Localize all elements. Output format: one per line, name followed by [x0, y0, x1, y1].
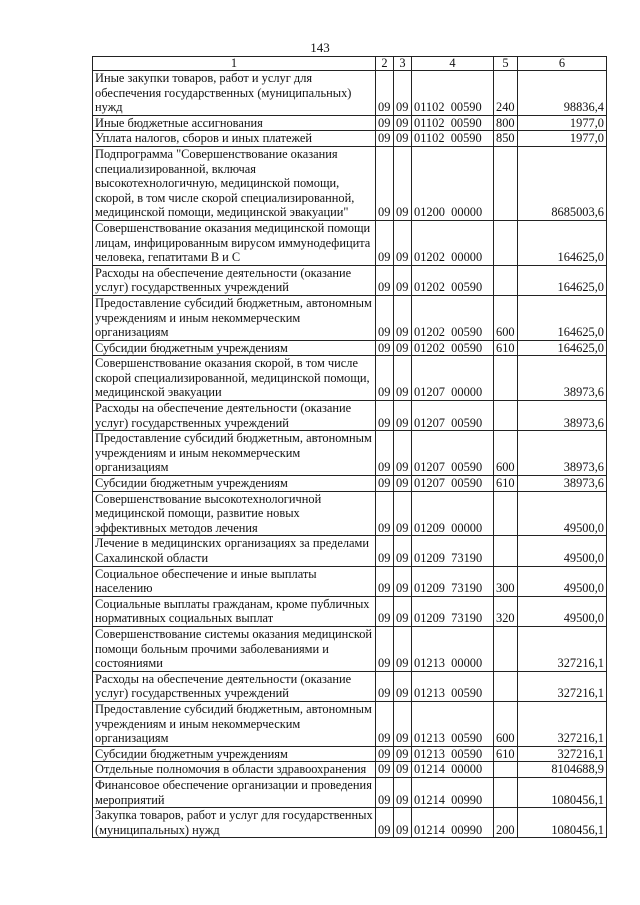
row-expense-type [494, 536, 518, 566]
budget-table [92, 56, 607, 838]
row-amount: 98836,4 [518, 71, 607, 116]
table-row [93, 265, 607, 295]
table-row [93, 596, 607, 626]
row-target-code: 01213 00590 [412, 671, 494, 701]
row-subsection: 09 [394, 115, 412, 131]
row-amount: 38973,6 [518, 431, 607, 476]
table-header-row [93, 57, 607, 71]
row-amount: 164625,0 [518, 220, 607, 265]
row-subsection: 09 [394, 536, 412, 566]
row-section: 09 [376, 356, 394, 401]
table-row [93, 491, 607, 536]
row-target-code: 01213 00000 [412, 626, 494, 671]
row-name: Совершенствование оказания скорой, в том числе скорой специализированной, медицинской помощи, медицинской эвакуации [93, 356, 376, 401]
row-name: Иные бюджетные ассигнования [93, 115, 376, 131]
row-expense-type: 610 [494, 476, 518, 492]
table-row [93, 146, 607, 220]
row-amount: 49500,0 [518, 536, 607, 566]
row-subsection: 09 [394, 777, 412, 807]
table-row [93, 746, 607, 762]
row-target-code: 01207 00590 [412, 476, 494, 492]
row-section: 09 [376, 71, 394, 116]
row-amount: 327216,1 [518, 626, 607, 671]
row-amount: 8685003,6 [518, 146, 607, 220]
row-expense-type: 600 [494, 295, 518, 340]
row-target-code: 01209 73190 [412, 596, 494, 626]
row-expense-type [494, 356, 518, 401]
row-amount: 1977,0 [518, 115, 607, 131]
row-name: Социальные выплаты гражданам, кроме публичных нормативных социальных выплат [93, 596, 376, 626]
table-row [93, 671, 607, 701]
row-name: Предоставление субсидий бюджетным, автономным учреждениям и иным некоммерческим организациям [93, 295, 376, 340]
row-target-code: 01202 00590 [412, 265, 494, 295]
row-amount: 1977,0 [518, 131, 607, 147]
row-target-code: 01102 00590 [412, 71, 494, 116]
row-expense-type [494, 265, 518, 295]
header-col-4: 4 [412, 57, 494, 71]
row-section: 09 [376, 777, 394, 807]
row-expense-type: 300 [494, 566, 518, 596]
row-section: 09 [376, 476, 394, 492]
header-col-5: 5 [494, 57, 518, 71]
row-subsection: 09 [394, 356, 412, 401]
header-col-3: 3 [394, 57, 412, 71]
row-expense-type [494, 146, 518, 220]
row-target-code: 01202 00590 [412, 340, 494, 356]
row-subsection: 09 [394, 671, 412, 701]
row-expense-type [494, 762, 518, 778]
row-subsection: 09 [394, 566, 412, 596]
table-body [93, 71, 607, 838]
row-expense-type [494, 491, 518, 536]
row-name: Лечение в медицинских организациях за пределами Сахалинской области [93, 536, 376, 566]
row-name: Уплата налогов, сборов и иных платежей [93, 131, 376, 147]
row-section: 09 [376, 295, 394, 340]
row-expense-type: 800 [494, 115, 518, 131]
row-name: Финансовое обеспечение организации и проведения мероприятий [93, 777, 376, 807]
row-section: 09 [376, 220, 394, 265]
table-row [93, 295, 607, 340]
row-amount: 49500,0 [518, 491, 607, 536]
table-row [93, 401, 607, 431]
row-expense-type: 610 [494, 746, 518, 762]
row-subsection: 09 [394, 146, 412, 220]
row-subsection: 09 [394, 808, 412, 838]
row-name: Социальное обеспечение и иные выплаты населению [93, 566, 376, 596]
row-name: Закупка товаров, работ и услуг для государственных (муниципальных) нужд [93, 808, 376, 838]
row-section: 09 [376, 115, 394, 131]
row-name: Подпрограмма "Совершенствование оказания специализированной, включая высокотехнологичную, медицинской помощи, скорой, в том числе скорой специализированной, медицинской помощи, медицинской эвакуации" [93, 146, 376, 220]
table-row [93, 566, 607, 596]
table-row [93, 476, 607, 492]
row-target-code: 01209 00000 [412, 491, 494, 536]
row-section: 09 [376, 671, 394, 701]
row-section: 09 [376, 131, 394, 147]
row-amount: 49500,0 [518, 596, 607, 626]
row-target-code: 01214 00990 [412, 808, 494, 838]
row-subsection: 09 [394, 762, 412, 778]
row-target-code: 01209 73190 [412, 566, 494, 596]
row-name: Совершенствование системы оказания медицинской помощи больным прочими заболеваниями и состояниями [93, 626, 376, 671]
header-col-2: 2 [376, 57, 394, 71]
row-name: Субсидии бюджетным учреждениям [93, 476, 376, 492]
row-expense-type: 240 [494, 71, 518, 116]
row-name: Предоставление субсидий бюджетным, автономным учреждениям и иным некоммерческим организациям [93, 701, 376, 746]
row-section: 09 [376, 340, 394, 356]
table-row [93, 131, 607, 147]
row-section: 09 [376, 596, 394, 626]
row-subsection: 09 [394, 431, 412, 476]
row-target-code: 01207 00000 [412, 356, 494, 401]
row-name: Расходы на обеспечение деятельности (оказание услуг) государственных учреждений [93, 401, 376, 431]
row-section: 09 [376, 536, 394, 566]
table-row [93, 762, 607, 778]
row-subsection: 09 [394, 340, 412, 356]
row-amount: 38973,6 [518, 476, 607, 492]
row-expense-type: 200 [494, 808, 518, 838]
row-target-code: 01214 00990 [412, 777, 494, 807]
row-name: Субсидии бюджетным учреждениям [93, 340, 376, 356]
row-target-code: 01214 00000 [412, 762, 494, 778]
row-amount: 164625,0 [518, 265, 607, 295]
row-expense-type: 610 [494, 340, 518, 356]
header-col-1: 1 [93, 57, 376, 71]
row-section: 09 [376, 701, 394, 746]
row-subsection: 09 [394, 626, 412, 671]
row-section: 09 [376, 762, 394, 778]
table-row [93, 340, 607, 356]
row-subsection: 09 [394, 131, 412, 147]
row-expense-type [494, 671, 518, 701]
row-section: 09 [376, 626, 394, 671]
row-section: 09 [376, 431, 394, 476]
row-amount: 8104688,9 [518, 762, 607, 778]
row-expense-type: 320 [494, 596, 518, 626]
row-expense-type: 600 [494, 701, 518, 746]
row-amount: 327216,1 [518, 746, 607, 762]
row-name: Расходы на обеспечение деятельности (оказание услуг) государственных учреждений [93, 671, 376, 701]
row-target-code: 01102 00590 [412, 115, 494, 131]
row-subsection: 09 [394, 220, 412, 265]
row-name: Отдельные полномочия в области здравоохранения [93, 762, 376, 778]
table-row [93, 701, 607, 746]
row-section: 09 [376, 146, 394, 220]
row-name: Субсидии бюджетным учреждениям [93, 746, 376, 762]
row-target-code: 01213 00590 [412, 746, 494, 762]
row-amount: 1080456,1 [518, 808, 607, 838]
row-subsection: 09 [394, 491, 412, 536]
row-subsection: 09 [394, 71, 412, 116]
row-subsection: 09 [394, 746, 412, 762]
row-target-code: 01207 00590 [412, 401, 494, 431]
row-amount: 164625,0 [518, 295, 607, 340]
row-name: Расходы на обеспечение деятельности (оказание услуг) государственных учреждений [93, 265, 376, 295]
row-target-code: 01200 00000 [412, 146, 494, 220]
row-subsection: 09 [394, 401, 412, 431]
row-expense-type: 600 [494, 431, 518, 476]
row-name: Совершенствование высокотехнологичной медицинской помощи, развитие новых эффективных методов лечения [93, 491, 376, 536]
row-subsection: 09 [394, 476, 412, 492]
row-section: 09 [376, 566, 394, 596]
row-target-code: 01209 73190 [412, 536, 494, 566]
row-amount: 1080456,1 [518, 777, 607, 807]
table-row [93, 626, 607, 671]
row-name: Совершенствование оказания медицинской помощи лицам, инфицированным вирусом иммунодефицита человека, гепатитами В и С [93, 220, 376, 265]
table-row [93, 71, 607, 116]
row-target-code: 01202 00000 [412, 220, 494, 265]
row-target-code: 01213 00590 [412, 701, 494, 746]
row-section: 09 [376, 808, 394, 838]
row-section: 09 [376, 265, 394, 295]
table-row [93, 431, 607, 476]
row-amount: 164625,0 [518, 340, 607, 356]
table-row [93, 536, 607, 566]
row-expense-type: 850 [494, 131, 518, 147]
row-subsection: 09 [394, 265, 412, 295]
header-col-6: 6 [518, 57, 607, 71]
table-row [93, 220, 607, 265]
row-name: Иные закупки товаров, работ и услуг для обеспечения государственных (муниципальных) нужд [93, 71, 376, 116]
row-target-code: 01207 00590 [412, 431, 494, 476]
row-amount: 327216,1 [518, 671, 607, 701]
table-row [93, 808, 607, 838]
row-subsection: 09 [394, 295, 412, 340]
row-expense-type [494, 401, 518, 431]
row-expense-type [494, 220, 518, 265]
row-name: Предоставление субсидий бюджетным, автономным учреждениям и иным некоммерческим организациям [93, 431, 376, 476]
row-amount: 327216,1 [518, 701, 607, 746]
row-subsection: 09 [394, 596, 412, 626]
row-section: 09 [376, 491, 394, 536]
row-subsection: 09 [394, 701, 412, 746]
row-amount: 38973,6 [518, 401, 607, 431]
row-target-code: 01202 00590 [412, 295, 494, 340]
table-row [93, 356, 607, 401]
row-target-code: 01102 00590 [412, 131, 494, 147]
row-section: 09 [376, 746, 394, 762]
page-number: 143 [310, 40, 330, 55]
row-section: 09 [376, 401, 394, 431]
row-expense-type [494, 777, 518, 807]
row-amount: 38973,6 [518, 356, 607, 401]
table-row [93, 777, 607, 807]
table-row [93, 115, 607, 131]
row-expense-type [494, 626, 518, 671]
row-amount: 49500,0 [518, 566, 607, 596]
